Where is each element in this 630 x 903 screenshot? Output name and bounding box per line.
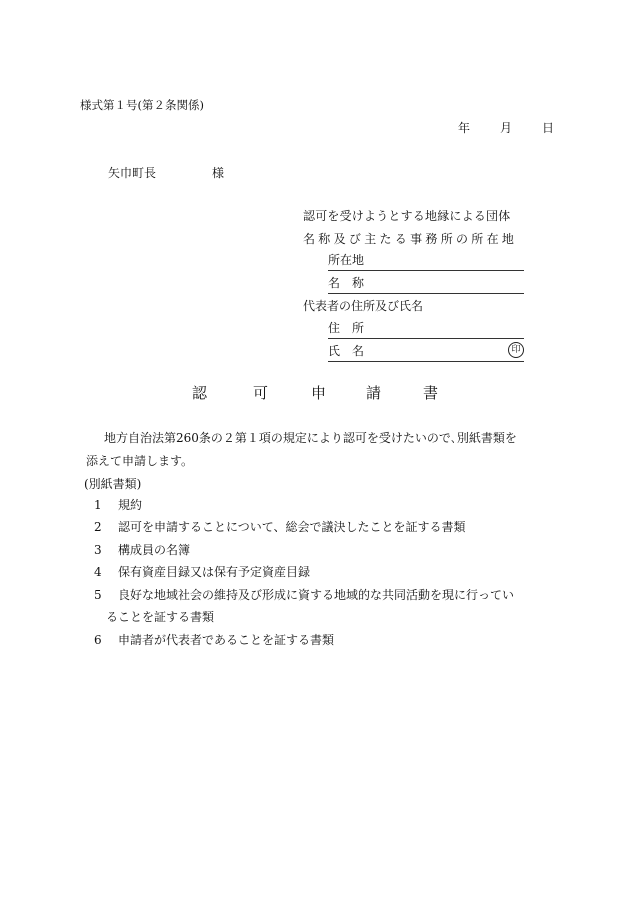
title-char-4: 請: [366, 384, 382, 402]
attachment-number: 3: [94, 543, 102, 557]
attachment-text: 保有資産目録又は保有予定資産目録: [118, 565, 311, 579]
attachment-text: 規約: [118, 498, 143, 512]
representative-heading: 代表者の住所及び氏名: [303, 299, 424, 313]
body-text-line1: 地方自治法第260条の２第１項の規定により認可を受けたいので､別紙書類を: [104, 431, 517, 445]
attachment-text-continuation: ることを証する書類: [106, 610, 215, 624]
representative-name-field[interactable]: [328, 345, 524, 362]
attachment-number: 5: [94, 588, 102, 602]
addressee-honorific: 様: [212, 166, 225, 180]
body-text-line2: 添えて申請します。: [86, 454, 194, 468]
representative-address-field[interactable]: [328, 322, 524, 339]
attachment-number: 1: [94, 498, 102, 512]
date-year-label: 年: [458, 121, 471, 135]
organization-address-label: 所在地: [328, 253, 365, 267]
representative-name-label: 氏 名: [328, 344, 365, 358]
attachment-number: 4: [94, 565, 102, 579]
attachment-text: 良好な地域社会の維持及び形成に資する地域的な共同活動を現に行ってい: [118, 588, 515, 602]
organization-heading-line2: 名称及び主たる事務所の所在地: [303, 232, 518, 246]
organization-heading-line1: 認可を受けようとする地縁による団体: [303, 209, 511, 223]
date-month-label: 月: [500, 121, 513, 135]
organization-address-field[interactable]: [328, 254, 524, 271]
attachment-number: 6: [94, 633, 102, 647]
seal-icon: 印: [508, 342, 524, 358]
organization-name-field[interactable]: [328, 277, 524, 294]
attachment-text: 構成員の名簿: [118, 543, 191, 557]
addressee-name: 矢巾町長: [108, 166, 157, 180]
date-day-label: 日: [542, 121, 555, 135]
attachments-heading: (別紙書類): [84, 477, 142, 491]
attachment-number: 2: [94, 520, 102, 534]
organization-name-label: 名 称: [328, 276, 365, 290]
form-number: 様式第１号(第２条関係): [80, 98, 204, 112]
title-char-5: 書: [423, 384, 439, 402]
title-char-2: 可: [253, 384, 269, 402]
title-char-1: 認: [192, 384, 208, 402]
attachment-text: 申請者が代表者であることを証する書類: [118, 633, 335, 647]
attachment-text: 認可を申請することについて、総会で議決したことを証する書類: [118, 520, 466, 534]
title-char-3: 申: [311, 384, 327, 402]
representative-address-label: 住 所: [328, 321, 365, 335]
